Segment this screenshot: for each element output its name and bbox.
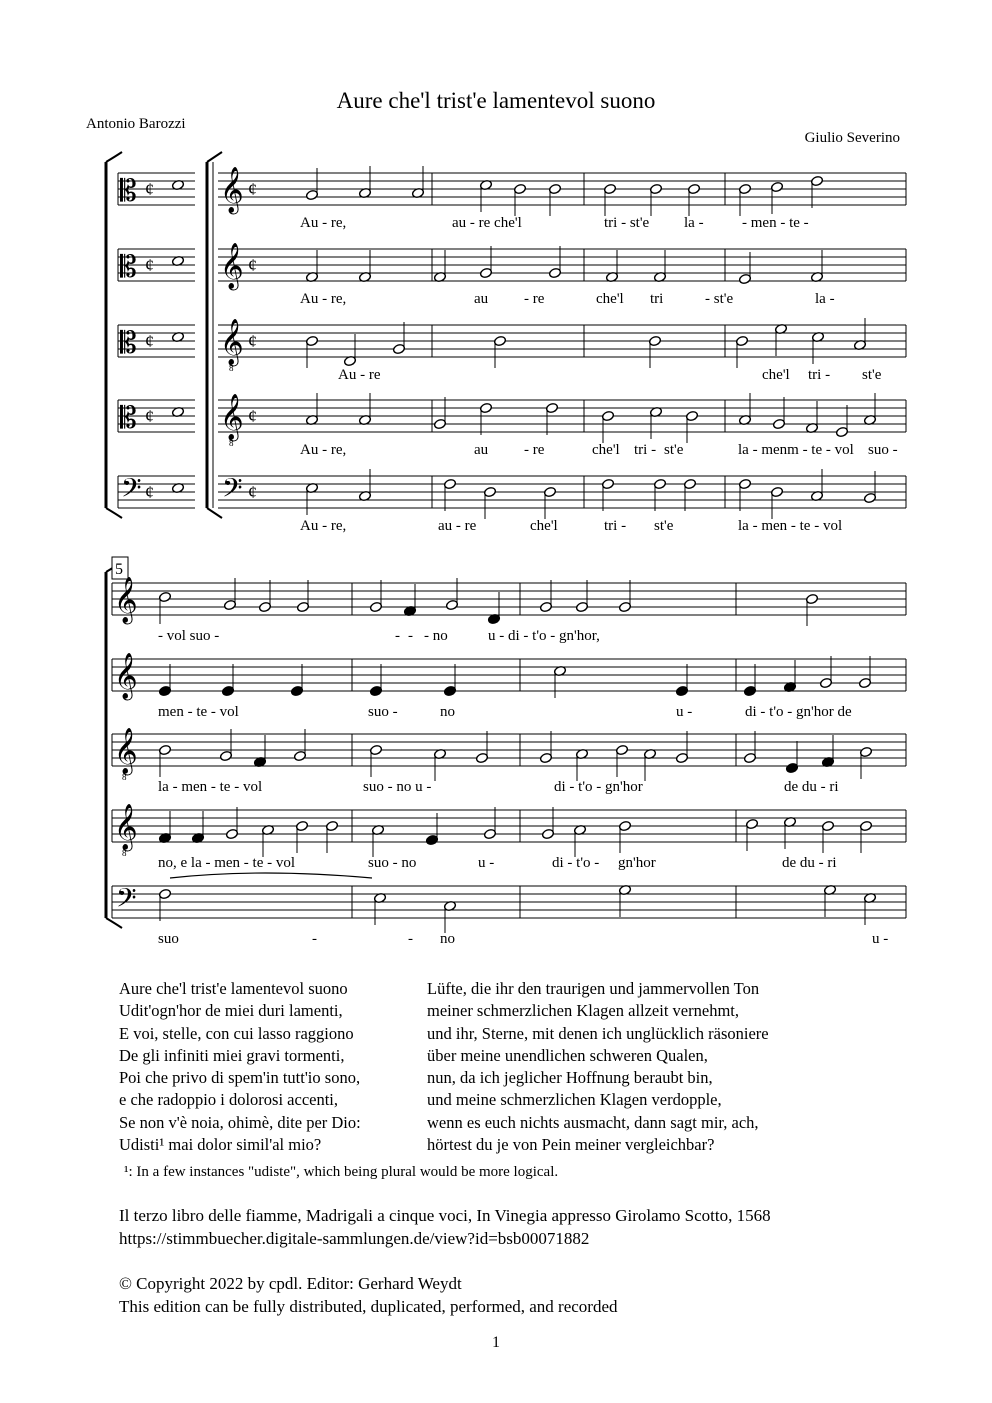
lyric-syllable: suo - no bbox=[368, 855, 417, 871]
lyric-syllable: la - menm - te - vol bbox=[738, 442, 854, 458]
lyric-syllable: u - di - t'o - gn'hor, bbox=[488, 628, 600, 644]
lyric-syllable: tri - bbox=[634, 442, 657, 458]
lyric-syllable: la - bbox=[815, 291, 835, 307]
page-number: 1 bbox=[492, 1334, 500, 1351]
cut-time-icon: ¢ bbox=[248, 482, 257, 502]
cut-time-icon: ¢ bbox=[248, 179, 257, 199]
lyric-syllable: la - men - te - vol bbox=[738, 518, 843, 534]
cut-time-icon: ¢ bbox=[145, 482, 154, 502]
incipit-bracket-bottom bbox=[106, 508, 122, 518]
treble-clef-icon: 𝄞 bbox=[220, 243, 244, 288]
poem-line: meiner schmerzlichen Klagen allzeit vernehmt, bbox=[427, 1001, 739, 1021]
lyric-syllable: di - t'o - gn'hor bbox=[554, 779, 643, 795]
source-line: Il terzo libro delle fiamme, Madrigali a cinque voci, In Vinegia appresso Girolamo Scotto, 1568 bbox=[119, 1206, 771, 1225]
system-bracket-bottom bbox=[207, 508, 222, 518]
treble-clef-icon: 𝄞 bbox=[220, 319, 244, 364]
poem-line: e che radoppio i dolorosi accenti, bbox=[119, 1090, 339, 1110]
lyric-syllable: che'l bbox=[592, 442, 620, 458]
lyric-syllable: la - bbox=[684, 215, 704, 231]
incipit-bracket-top bbox=[106, 152, 122, 162]
treble-clef-icon: 𝄞 bbox=[114, 577, 138, 622]
measure-number: 5 bbox=[115, 561, 123, 578]
lyric-syllable: - st'e bbox=[705, 291, 734, 307]
copyright-line: © Copyright 2022 by cpdl. Editor: Gerhard Weydt bbox=[119, 1274, 462, 1293]
octave-mark: 8 bbox=[229, 438, 234, 448]
treble-clef-icon: 𝄞 bbox=[220, 394, 244, 439]
poem-line: Lüfte, die ihr den traurigen und jammervollen Ton bbox=[427, 979, 760, 998]
lyric-syllable: st'e bbox=[654, 518, 674, 534]
poem-line: über meine unendlichen schweren Qualen, bbox=[427, 1045, 708, 1065]
cut-time-icon: ¢ bbox=[248, 406, 257, 426]
octave-mark: 8 bbox=[122, 772, 127, 782]
alto-clef-icon: 𝄡 bbox=[120, 175, 137, 208]
treble-clef-icon: 𝄞 bbox=[114, 728, 138, 773]
lyric-syllable: Au - re, bbox=[300, 442, 347, 458]
lyric-syllable: - re bbox=[524, 291, 545, 307]
poem-line: Udit'ogn'hor de miei duri lamenti, bbox=[119, 1001, 343, 1021]
lyric-syllable: che'l bbox=[596, 291, 624, 307]
system-bracket-top bbox=[207, 152, 222, 162]
bass-clef-icon: 𝄢 bbox=[121, 473, 142, 509]
treble-clef-icon: 𝄞 bbox=[114, 804, 138, 849]
poet-name: Antonio Barozzi bbox=[86, 116, 186, 132]
poem-line: nun, da ich jeglicher Hoffnung beraubt bin, bbox=[427, 1068, 713, 1088]
cut-time-icon: ¢ bbox=[145, 406, 154, 426]
poem-line: De gli infiniti miei gravi tormenti, bbox=[119, 1045, 345, 1065]
lyric-syllable: au - re che'l bbox=[452, 215, 522, 231]
lyric-syllable: au - re bbox=[438, 518, 477, 534]
lyric-syllable: Au - re, bbox=[300, 291, 347, 307]
poem-german bbox=[427, 978, 769, 1156]
lyric-syllable: suo - bbox=[368, 704, 398, 720]
poem-line: Udisti¹ mai dolor simil'al mio? bbox=[119, 1135, 322, 1155]
lyric-syllable: - bbox=[408, 628, 413, 644]
source-info bbox=[119, 1204, 771, 1250]
lyric-syllable: de du - ri bbox=[782, 855, 837, 871]
lyric-syllable: no bbox=[440, 931, 455, 947]
lyric-syllable: gn'hor bbox=[618, 855, 656, 871]
poem-line: und meine schmerzlichen Klagen verdopple, bbox=[427, 1090, 722, 1110]
cut-time-icon: ¢ bbox=[248, 331, 257, 351]
lyric-syllable: u - bbox=[676, 704, 693, 720]
cut-time-icon: ¢ bbox=[145, 331, 154, 351]
tie-arc bbox=[170, 873, 372, 878]
treble-clef-icon: 𝄞 bbox=[114, 653, 138, 698]
alto-clef-icon: 𝄡 bbox=[120, 327, 137, 360]
lyric-syllable: no, e la - men - te - vol bbox=[158, 855, 296, 871]
lyric-syllable: st'e bbox=[862, 367, 882, 383]
poem-line: und ihr, Sterne, mit denen ich unglücklich räsoniere bbox=[427, 1023, 769, 1043]
lyric-syllable: suo bbox=[158, 931, 179, 947]
poem-line: wenn es euch nichts ausmacht, dann sagt mir, ach, bbox=[427, 1112, 759, 1132]
alto-clef-icon: 𝄡 bbox=[120, 402, 137, 435]
poem-italian bbox=[119, 978, 361, 1156]
lyric-syllable: tri - st'e bbox=[604, 215, 650, 231]
lyric-syllable: - no bbox=[424, 628, 448, 644]
lyric-syllable: - vol suo - bbox=[158, 628, 220, 644]
lyric-syllable: de du - ri bbox=[784, 779, 839, 795]
lyric-syllable: - bbox=[408, 931, 413, 947]
lyric-syllable: u - bbox=[478, 855, 495, 871]
lyric-syllable: tri - bbox=[604, 518, 627, 534]
page-title: Aure che'l trist'e lamentevol suono bbox=[336, 88, 656, 113]
lyric-syllable: suo - no u - bbox=[363, 779, 432, 795]
cut-time-icon: ¢ bbox=[248, 255, 257, 275]
octave-mark: 8 bbox=[229, 363, 234, 373]
lyric-syllable: che'l bbox=[530, 518, 558, 534]
treble-clef-icon: 𝄞 bbox=[220, 167, 244, 212]
lyric-syllable: - bbox=[395, 628, 400, 644]
lyric-syllable: - re bbox=[524, 442, 545, 458]
cut-time-icon: ¢ bbox=[145, 179, 154, 199]
lyric-syllable: - bbox=[312, 931, 317, 947]
alto-clef-icon: 𝄡 bbox=[120, 251, 137, 284]
cut-time-icon: ¢ bbox=[145, 255, 154, 275]
lyric-syllable: - men - te - bbox=[742, 215, 809, 231]
lyric-syllable: la - men - te - vol bbox=[158, 779, 263, 795]
source-url: https://stimmbuecher.digitale-sammlungen.de/view?id=bsb00071882 bbox=[119, 1229, 590, 1248]
lyric-syllable: suo - bbox=[868, 442, 898, 458]
lyric-syllable: u - bbox=[872, 931, 889, 947]
octave-mark: 8 bbox=[122, 848, 127, 858]
lyric-syllable: no bbox=[440, 704, 455, 720]
lyric-syllable: Au - re, bbox=[300, 215, 347, 231]
lyric-syllable: Au - re bbox=[338, 367, 381, 383]
lyric-syllable: tri bbox=[650, 291, 664, 307]
lyric-syllable: tri - bbox=[808, 367, 831, 383]
poem-line: Se non v'è noia, ohimè, dite per Dio: bbox=[119, 1112, 361, 1132]
footnote: ¹: In a few instances "udiste", which being plural would be more logical. bbox=[124, 1164, 559, 1180]
lyric-syllable: st'e bbox=[664, 442, 684, 458]
lyric-syllable: au bbox=[474, 291, 489, 307]
copyright-info bbox=[119, 1272, 618, 1318]
license-line: This edition can be fully distributed, duplicated, performed, and recorded bbox=[119, 1297, 618, 1316]
bass-clef-icon: 𝄢 bbox=[222, 473, 243, 509]
lyric-syllable: men - te - vol bbox=[158, 704, 239, 720]
poem-line: Aure che'l trist'e lamentevol suono bbox=[119, 979, 348, 998]
composer-name: Giulio Severino bbox=[804, 130, 900, 146]
lyric-syllable: au bbox=[474, 442, 489, 458]
bass-clef-icon: 𝄢 bbox=[116, 883, 137, 919]
poem-line: Poi che privo di spem'in tutt'io sono, bbox=[119, 1068, 361, 1088]
lyric-syllable: di - t'o - bbox=[552, 855, 600, 871]
lyric-syllable: Au - re, bbox=[300, 518, 347, 534]
lyric-syllable: di - t'o - gn'hor de bbox=[745, 704, 852, 720]
poem-line: E voi, stelle, con cui lasso raggiono bbox=[119, 1023, 354, 1043]
lyric-syllable: che'l bbox=[762, 367, 790, 383]
poem-line: hörtest du je von Pein meiner vergleichbar? bbox=[427, 1135, 715, 1155]
system-bracket-bottom bbox=[106, 918, 122, 928]
